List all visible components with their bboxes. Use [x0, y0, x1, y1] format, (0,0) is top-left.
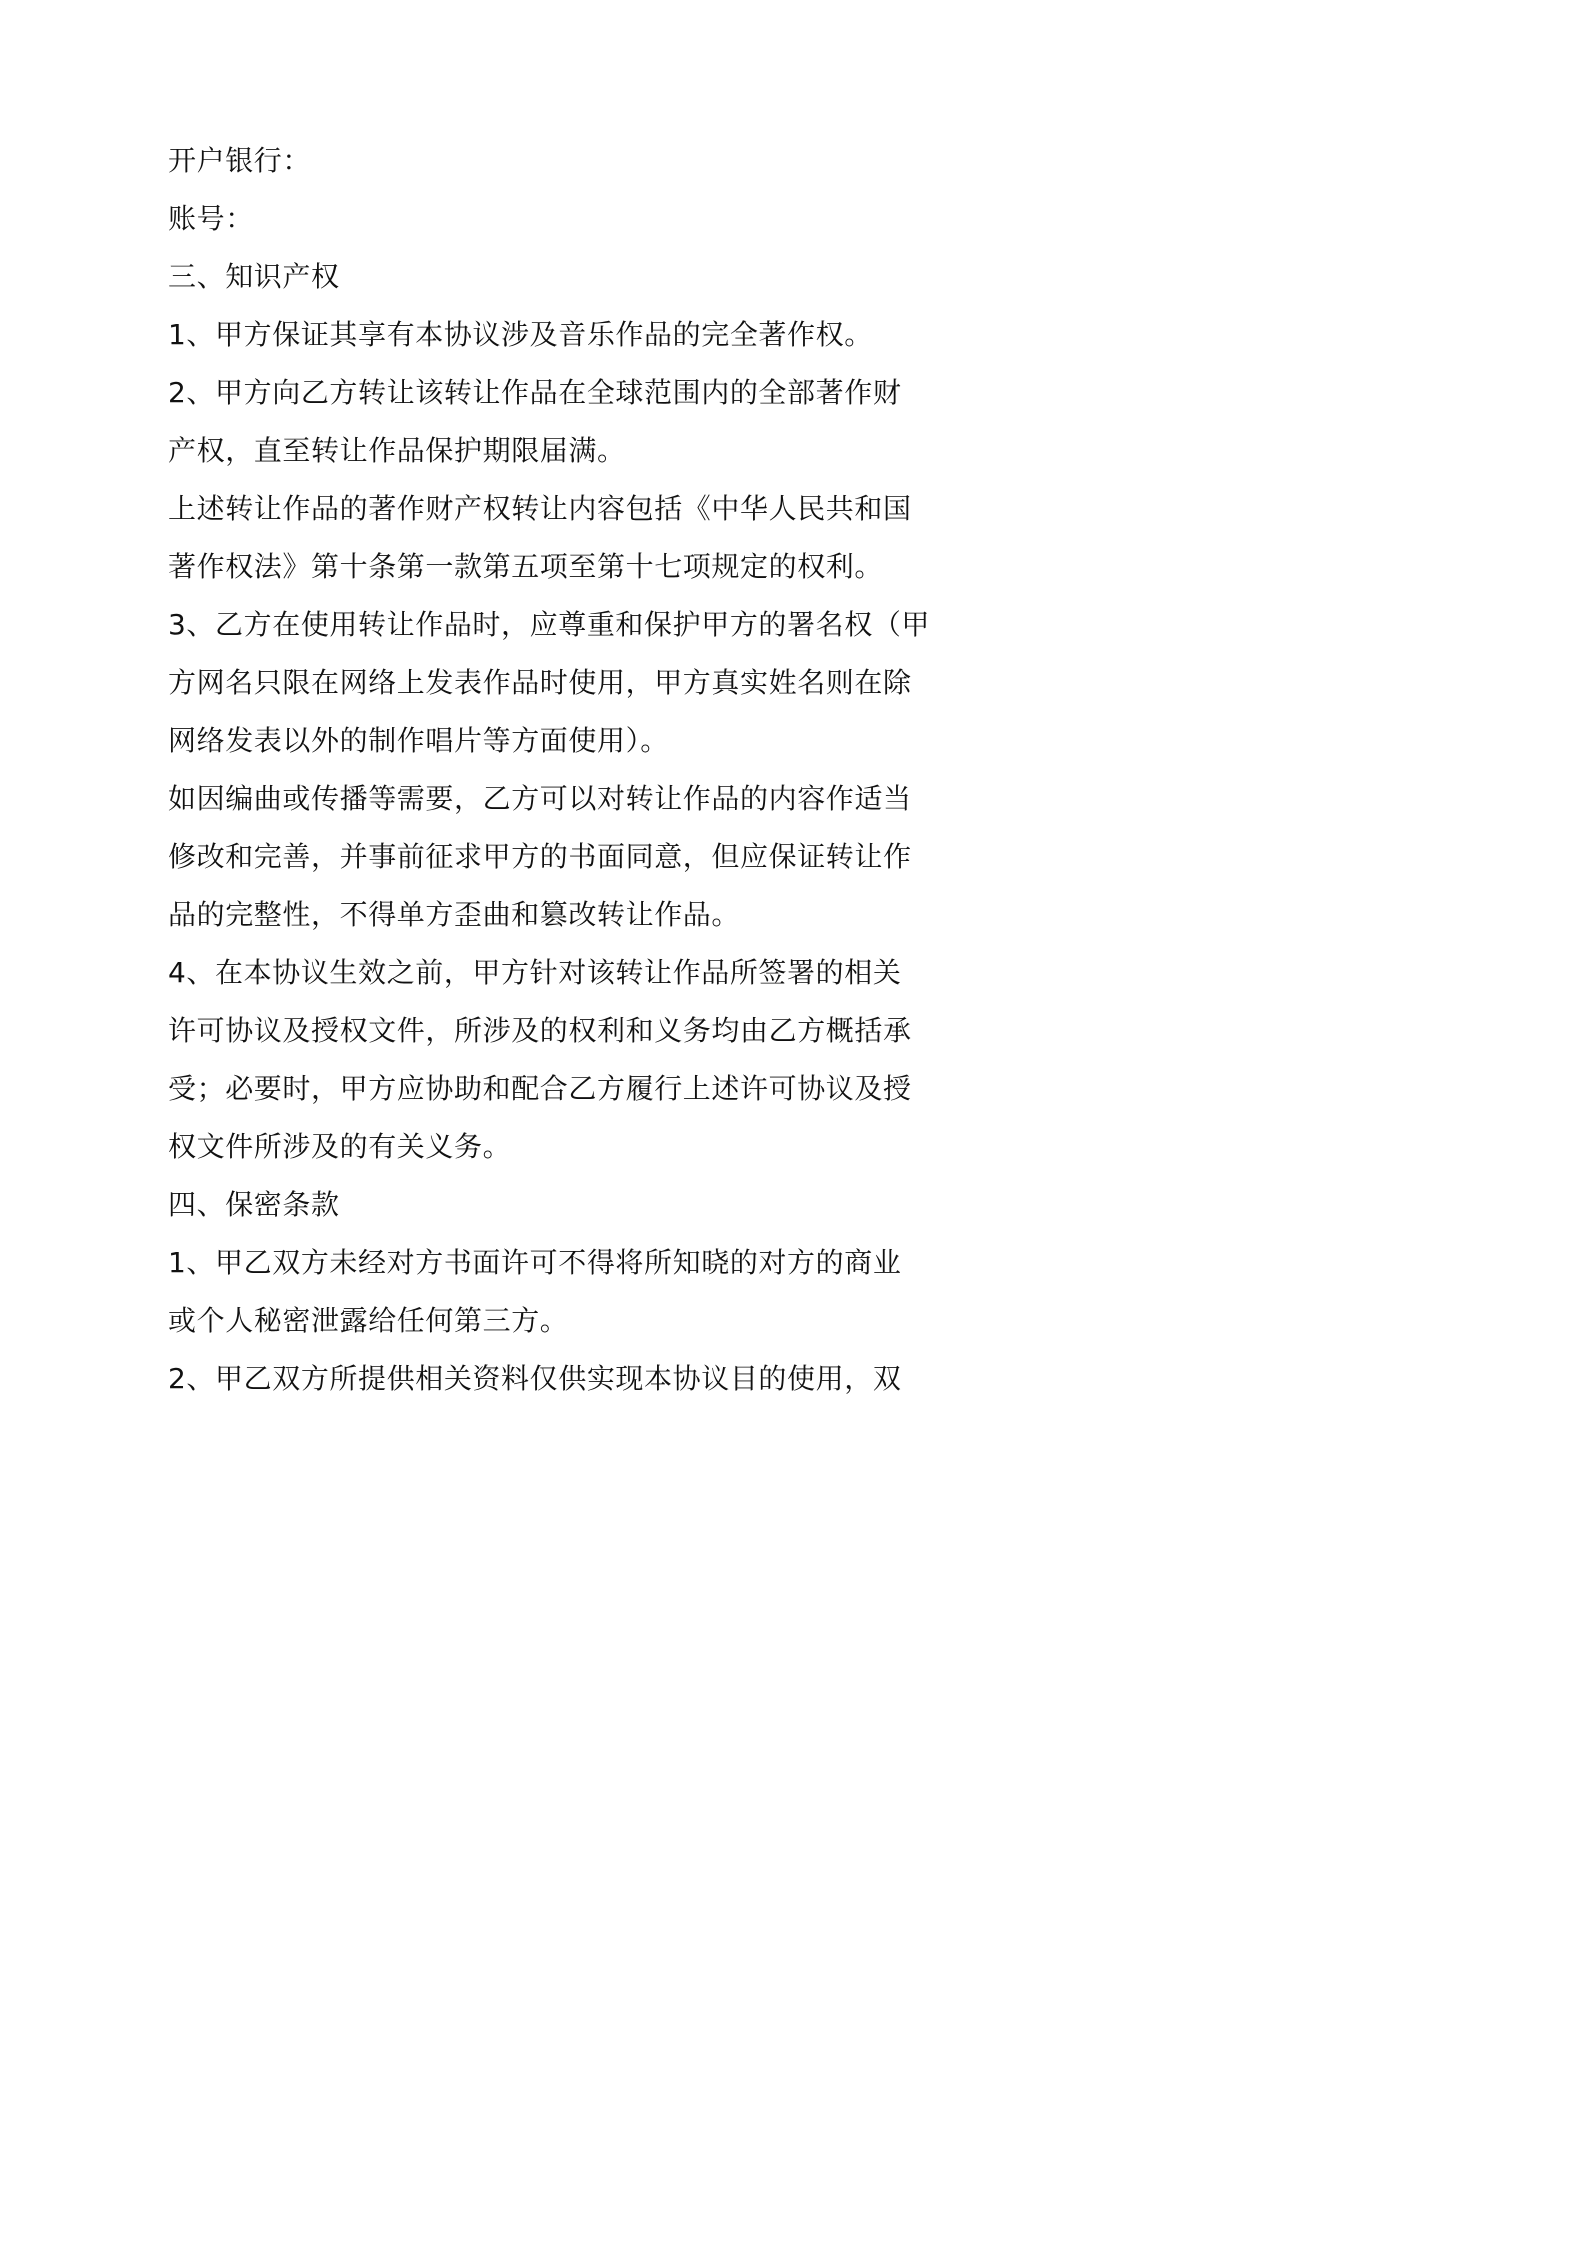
clause-line: 品的完整性，不得单方歪曲和篡改转让作品。	[168, 898, 741, 931]
clause-line: 网络发表以外的制作唱片等方面使用）。	[168, 724, 669, 757]
clause-line: 1、甲方保证其享有本协议涉及音乐作品的完全著作权。	[168, 318, 873, 351]
clause-line: 2、甲乙双方所提供相关资料仅供实现本协议目的使用，双	[168, 1362, 902, 1395]
clause-line: 上述转让作品的著作财产权转让内容包括《中华人民共和国	[168, 492, 912, 525]
document-body	[168, 132, 948, 1408]
account-number-label: 账号：	[168, 202, 254, 235]
clause-line: 或个人秘密泄露给任何第三方。	[168, 1304, 569, 1337]
clause-line: 权文件所涉及的有关义务。	[168, 1130, 512, 1163]
clause-line: 许可协议及授权文件，所涉及的权利和义务均由乙方概括承	[168, 1014, 912, 1047]
clause-line: 如因编曲或传播等需要，乙方可以对转让作品的内容作适当	[168, 782, 912, 815]
clause-line: 4、在本协议生效之前，甲方针对该转让作品所签署的相关	[168, 956, 902, 989]
clause-line: 修改和完善，并事前征求甲方的书面同意，但应保证转让作	[168, 840, 912, 873]
clause-line: 方网名只限在网络上发表作品时使用，甲方真实姓名则在除	[168, 666, 912, 699]
clause-line: 2、甲方向乙方转让该转让作品在全球范围内的全部著作财	[168, 376, 902, 409]
section-heading-confidentiality: 四、保密条款	[168, 1188, 340, 1221]
clause-line: 产权，直至转让作品保护期限届满。	[168, 434, 626, 467]
clause-line: 受；必要时，甲方应协助和配合乙方履行上述许可协议及授	[168, 1072, 912, 1105]
section-heading-intellectual-property: 三、知识产权	[168, 260, 340, 293]
bank-name-label: 开户银行：	[168, 144, 312, 177]
clause-line: 3、乙方在使用转让作品时，应尊重和保护甲方的署名权（甲	[168, 608, 931, 641]
clause-line: 1、甲乙双方未经对方书面许可不得将所知晓的对方的商业	[168, 1246, 902, 1279]
document-page	[0, 0, 1106, 1568]
clause-line: 著作权法》第十条第一款第五项至第十七项规定的权利。	[168, 550, 884, 583]
